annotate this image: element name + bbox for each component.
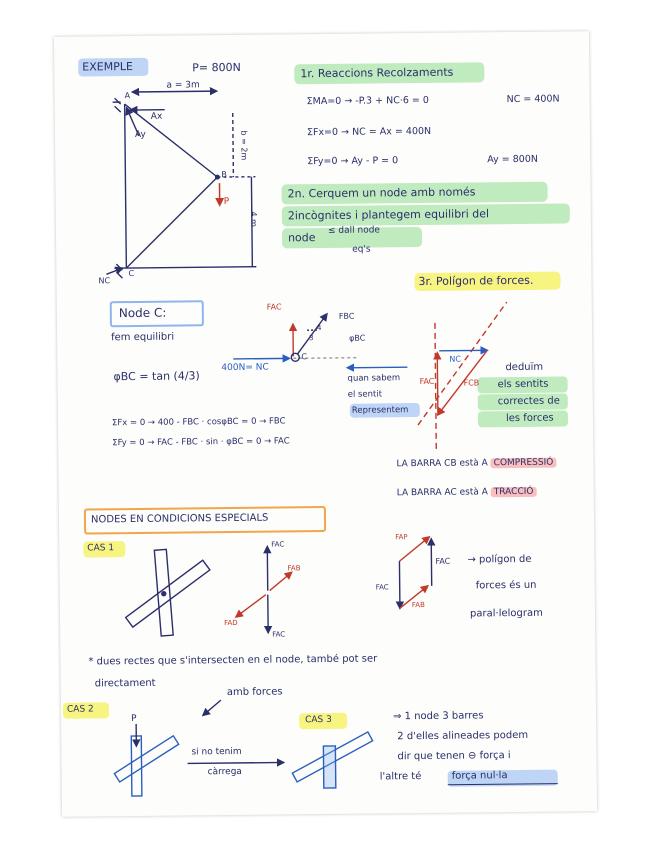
cas3-line-2: 2 d'elles alineades podem <box>397 729 529 743</box>
step1-eq3: ΣFy=0 → Ay - P = 0 <box>307 155 399 168</box>
cas3-line-1: ⇒ 1 node 3 barres <box>393 710 484 723</box>
cas3-line-5: força nul·la <box>451 770 508 782</box>
node-c-label: C <box>128 268 135 279</box>
cas2-p-label: P <box>131 713 137 725</box>
fbc-label: FBC <box>338 311 355 321</box>
bar-ac-text <box>397 487 537 498</box>
special-note-1: * dues rectes que s'intersecten en el node, també pot ser <box>88 653 378 668</box>
truss-diagram <box>105 91 257 279</box>
step2-line3: node <box>287 231 316 245</box>
cas1-fac-label: FAC <box>271 540 285 549</box>
cas1-fab-label: FAB <box>287 564 301 573</box>
special-note-3: amb forces <box>226 686 283 699</box>
no-load-2: càrrega <box>207 766 242 778</box>
step1-eq1-result: NC = 400N <box>506 93 560 106</box>
node-a-label: A <box>124 91 131 101</box>
deduce-2: els sentits <box>497 378 549 391</box>
poly-note-2: el sentit <box>347 389 383 400</box>
step1-eq3-result: Ay = 800N <box>487 153 539 166</box>
bar-cb-prefix: LA BARRA CB està A <box>396 458 488 470</box>
special-title: NODES EN CONDICIONS ESPECIALS <box>90 512 269 526</box>
cas3-bars <box>292 732 373 788</box>
fac-label: FAC <box>266 302 282 312</box>
step1-title: 1r. Reaccions Recolzaments <box>300 65 454 81</box>
phi-bc-label: φBC <box>349 333 366 343</box>
force-400-label: 400N= NC <box>221 362 269 374</box>
cas1-forces <box>235 546 292 633</box>
ay-label: Ay <box>134 129 146 140</box>
page-title: EXEMPLE <box>82 59 133 74</box>
step2-line3b: ≤ dall node <box>327 225 380 236</box>
cas3-line-3: dir que tenen ⊖ força i <box>397 750 511 763</box>
deduce-3: correctes de <box>497 395 560 408</box>
side-4-label: 4 <box>316 324 322 333</box>
ax-label: Ax <box>150 111 163 122</box>
node-c-eq-y: ΣFy = 0 → FAC - FBC · sin · φBC = 0 → FAC <box>112 436 290 449</box>
poly-fac-label-right: FAC <box>435 556 451 566</box>
node-c-diagram <box>233 311 357 362</box>
deduce-1: deduïm <box>505 361 544 374</box>
poly-fac-label-left: FAC <box>375 583 389 592</box>
poly-fab-label-bottom: FAB <box>411 600 425 610</box>
dim-h-label: 4 m <box>248 211 259 228</box>
step3-title: 3r. Polígon de forces. <box>418 273 534 289</box>
parallelogram-3: paral·lelogram <box>469 607 543 620</box>
step2-line2: 2incògnites i plantegem equilibri del <box>287 207 490 223</box>
parallelogram-1: → polígon de <box>467 553 532 566</box>
no-load-1: si no tenim <box>191 746 242 758</box>
notebook-page <box>54 31 597 817</box>
deduce-4: les forces <box>505 412 554 425</box>
bar-cb-state: COMPRESSIÓ <box>491 458 557 469</box>
node-c-subtitle: fem equilibri <box>111 331 175 344</box>
cas1-label: CAS 1 <box>87 543 115 554</box>
node-c-point-label: C <box>301 352 307 362</box>
load-p-label: P <box>223 196 230 208</box>
cas1-fac2-label: FAC <box>272 630 286 639</box>
cas3-label: CAS 3 <box>305 714 332 726</box>
poly-fap-label: FAP <box>395 533 408 542</box>
parallelogram-2: forces és un <box>475 579 537 592</box>
phi-bc-formula: φBC = tan (4/3) <box>113 369 200 384</box>
poly-fcb-label: FCB <box>463 378 480 388</box>
poly-nc-label: NC <box>449 354 461 364</box>
dim-a-label: a = 3m <box>166 80 200 91</box>
special-note-2: directament <box>94 677 156 690</box>
bar-ac-state: TRACCIÓ <box>491 487 537 497</box>
load-value: P= 800N <box>192 60 241 75</box>
node-b-label: B <box>221 170 227 180</box>
node-c-eq-x: ΣFx = 0 → 400 - FBC · cosφBC = 0 → FBC <box>111 416 286 429</box>
nc-label: NC <box>98 276 111 286</box>
cas2-label: CAS 2 <box>66 704 94 715</box>
cas1-fad-label: FAD <box>224 618 238 628</box>
step2-line4: eq's <box>352 244 371 255</box>
step2-line1: 2n. Cerquem un node amb només <box>287 185 476 201</box>
poly-fac-label: FAC <box>419 376 435 387</box>
poly-note-3: Representem <box>351 405 409 416</box>
poly-note-1: quan sabem <box>347 373 401 384</box>
side-3-label: 3 <box>309 334 314 343</box>
cas1-polygon <box>399 537 432 608</box>
node-c-title: Node C: <box>118 305 167 321</box>
step1-eq1: ΣMA=0 → -P.3 + NC·6 = 0 <box>306 94 429 108</box>
cas1-bars <box>125 549 211 637</box>
step1-eq2: ΣFx=0 → NC = Ax = 400N <box>306 125 432 139</box>
cas3-line-4: l'altre té <box>379 771 422 783</box>
bar-cb-text <box>396 458 556 470</box>
bar-ac-prefix: LA BARRA AC està A <box>396 487 488 499</box>
dim-b-label: b = 2m <box>239 130 249 161</box>
